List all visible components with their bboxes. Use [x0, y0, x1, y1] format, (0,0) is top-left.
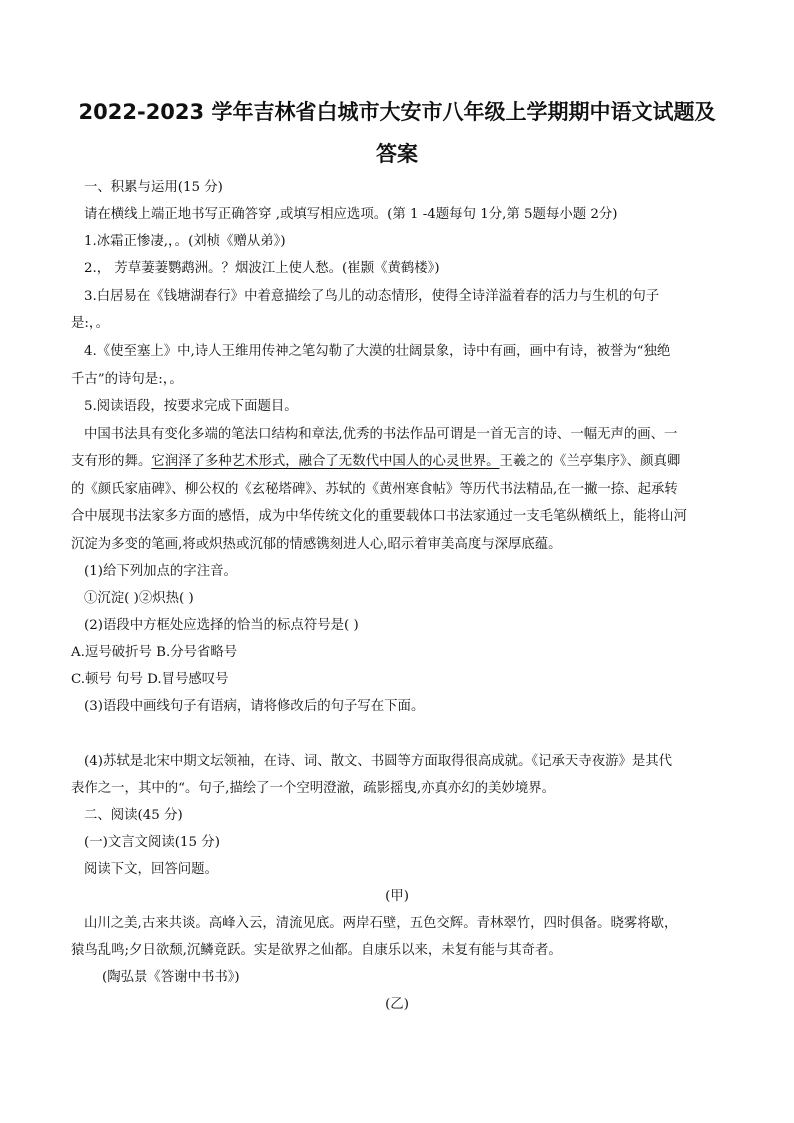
text-jia-line-2: 猿鸟乱鸣;夕日欲颓,沉鳞竟跃。实是欲界之仙都。自康乐以来，未复有能与其奇者。 [71, 943, 562, 958]
question-3-line-1: 3.白居易在《钱塘湖春行》中着意描绘了鸟儿的动态情形，使得全诗洋溢着春的活力与生机的句子 [84, 289, 660, 304]
passage-line-5: 沉淀为多变的笔画,将或炽热或沉郁的情感镌刻进人心,昭示着审美高度与深厚底蕴。 [71, 537, 562, 552]
passage-line-2 [71, 452, 680, 472]
question-1: 1.冰霜正惨凄,，。(刘桢《赠从弟》) [84, 234, 286, 249]
text-label-jia: (甲) [385, 889, 409, 904]
section-1-heading: 一、积累与运用(15 分) [84, 180, 223, 195]
sub-question-4-line-2: 表作之一，其中的“。句子,描绘了一个空明澄澈，疏影摇曳,亦真亦幻的美妙境界。 [71, 781, 556, 796]
question-4-line-1: 4.《使至塞上》中,诗人王维用传神之笔勾勒了大漠的壮阔景象，诗中有画，画中有诗，被誉为“独绝 [84, 344, 671, 359]
passage-text: 支有形的舞。 [71, 454, 152, 469]
text-jia-line-1: 山川之美,古来共谈。高峰入云，清流见底。两岸石壁，五色交辉。青林翠竹，四时俱备。晓雾将歇， [84, 916, 678, 931]
passage-line-1: 中国书法具有变化多端的笔法口结构和章法,优秀的书法作品可谓是一首无言的诗、一幅无声的画、一 [84, 427, 678, 442]
underlined-sentence: 它润泽了多种艺术形式，融合了无数代中国人的心灵世界。 [151, 454, 500, 469]
question-3-line-2: 是:，。 [71, 316, 109, 331]
passage-text: 王羲之的《兰亭集序》、颜真卿 [499, 454, 681, 469]
options-a-b: A.逗号破折号 B.分号省略号 [71, 645, 238, 660]
sub-question-1: (1)给下列加点的字注音。 [84, 564, 237, 579]
question-5: 5.阅读语段，按要求完成下面题目。 [84, 399, 298, 414]
text-label-yi: (乙) [385, 997, 409, 1012]
text-jia-source: (陶弘景《答谢中书书》) [102, 970, 240, 985]
sub-question-3: (3)语段中画线句子有语病，请将修改后的句子写在下面。 [84, 699, 425, 714]
document-title-line-1: 2022-2023 学年吉林省白城市大安市八年级上学期期中语文试题及 [78, 100, 716, 124]
section-2-heading: 二、阅读(45 分) [84, 808, 183, 823]
document-title-line-2: 答案 [376, 142, 418, 166]
sub-question-4-line-1: (4)苏轼是北宋中期文坛领袖，在诗、词、散文、书圆等方面取得很高成就。《记承天寺夜游》是其代 [84, 754, 673, 769]
subsection-classical-chinese: (一)文言文阅读(15 分) [84, 835, 220, 850]
sub-question-1-items: ①沉淀( )②炽热( ) [84, 591, 194, 606]
options-c-d: C.顿号 句号 D.冒号感叹号 [71, 672, 229, 687]
reading-instruction: 阅读下文，回答问题。 [84, 862, 218, 877]
passage-line-3: 的《颜氏家庙碑》、柳公权的《玄秘塔碑》、苏轼的《黄州寒食帖》等历代书法精品,在一撇一捺、起承转 [71, 482, 678, 497]
sub-question-2: (2)语段中方框处应选择的恰当的标点符号是( ) [84, 618, 359, 633]
question-4-line-2: 千古”的诗句是:，。 [71, 372, 183, 387]
question-2: 2.， 芳草萋萋鹦鹉洲。？烟波江上使人愁。(崔颢《黄鹤楼》) [84, 261, 440, 276]
passage-line-4: 合中展现书法家多方面的感悟，成为中华传统文化的重要载体口书法家通过一支毛笔纵横纸上，能将山河 [71, 509, 687, 524]
instruction-text: 请在横线上端正地书写正确答穿 ,或填写相应选项。(第 1 -4题每句 1分,第 5题每小题 2分) [84, 207, 618, 222]
